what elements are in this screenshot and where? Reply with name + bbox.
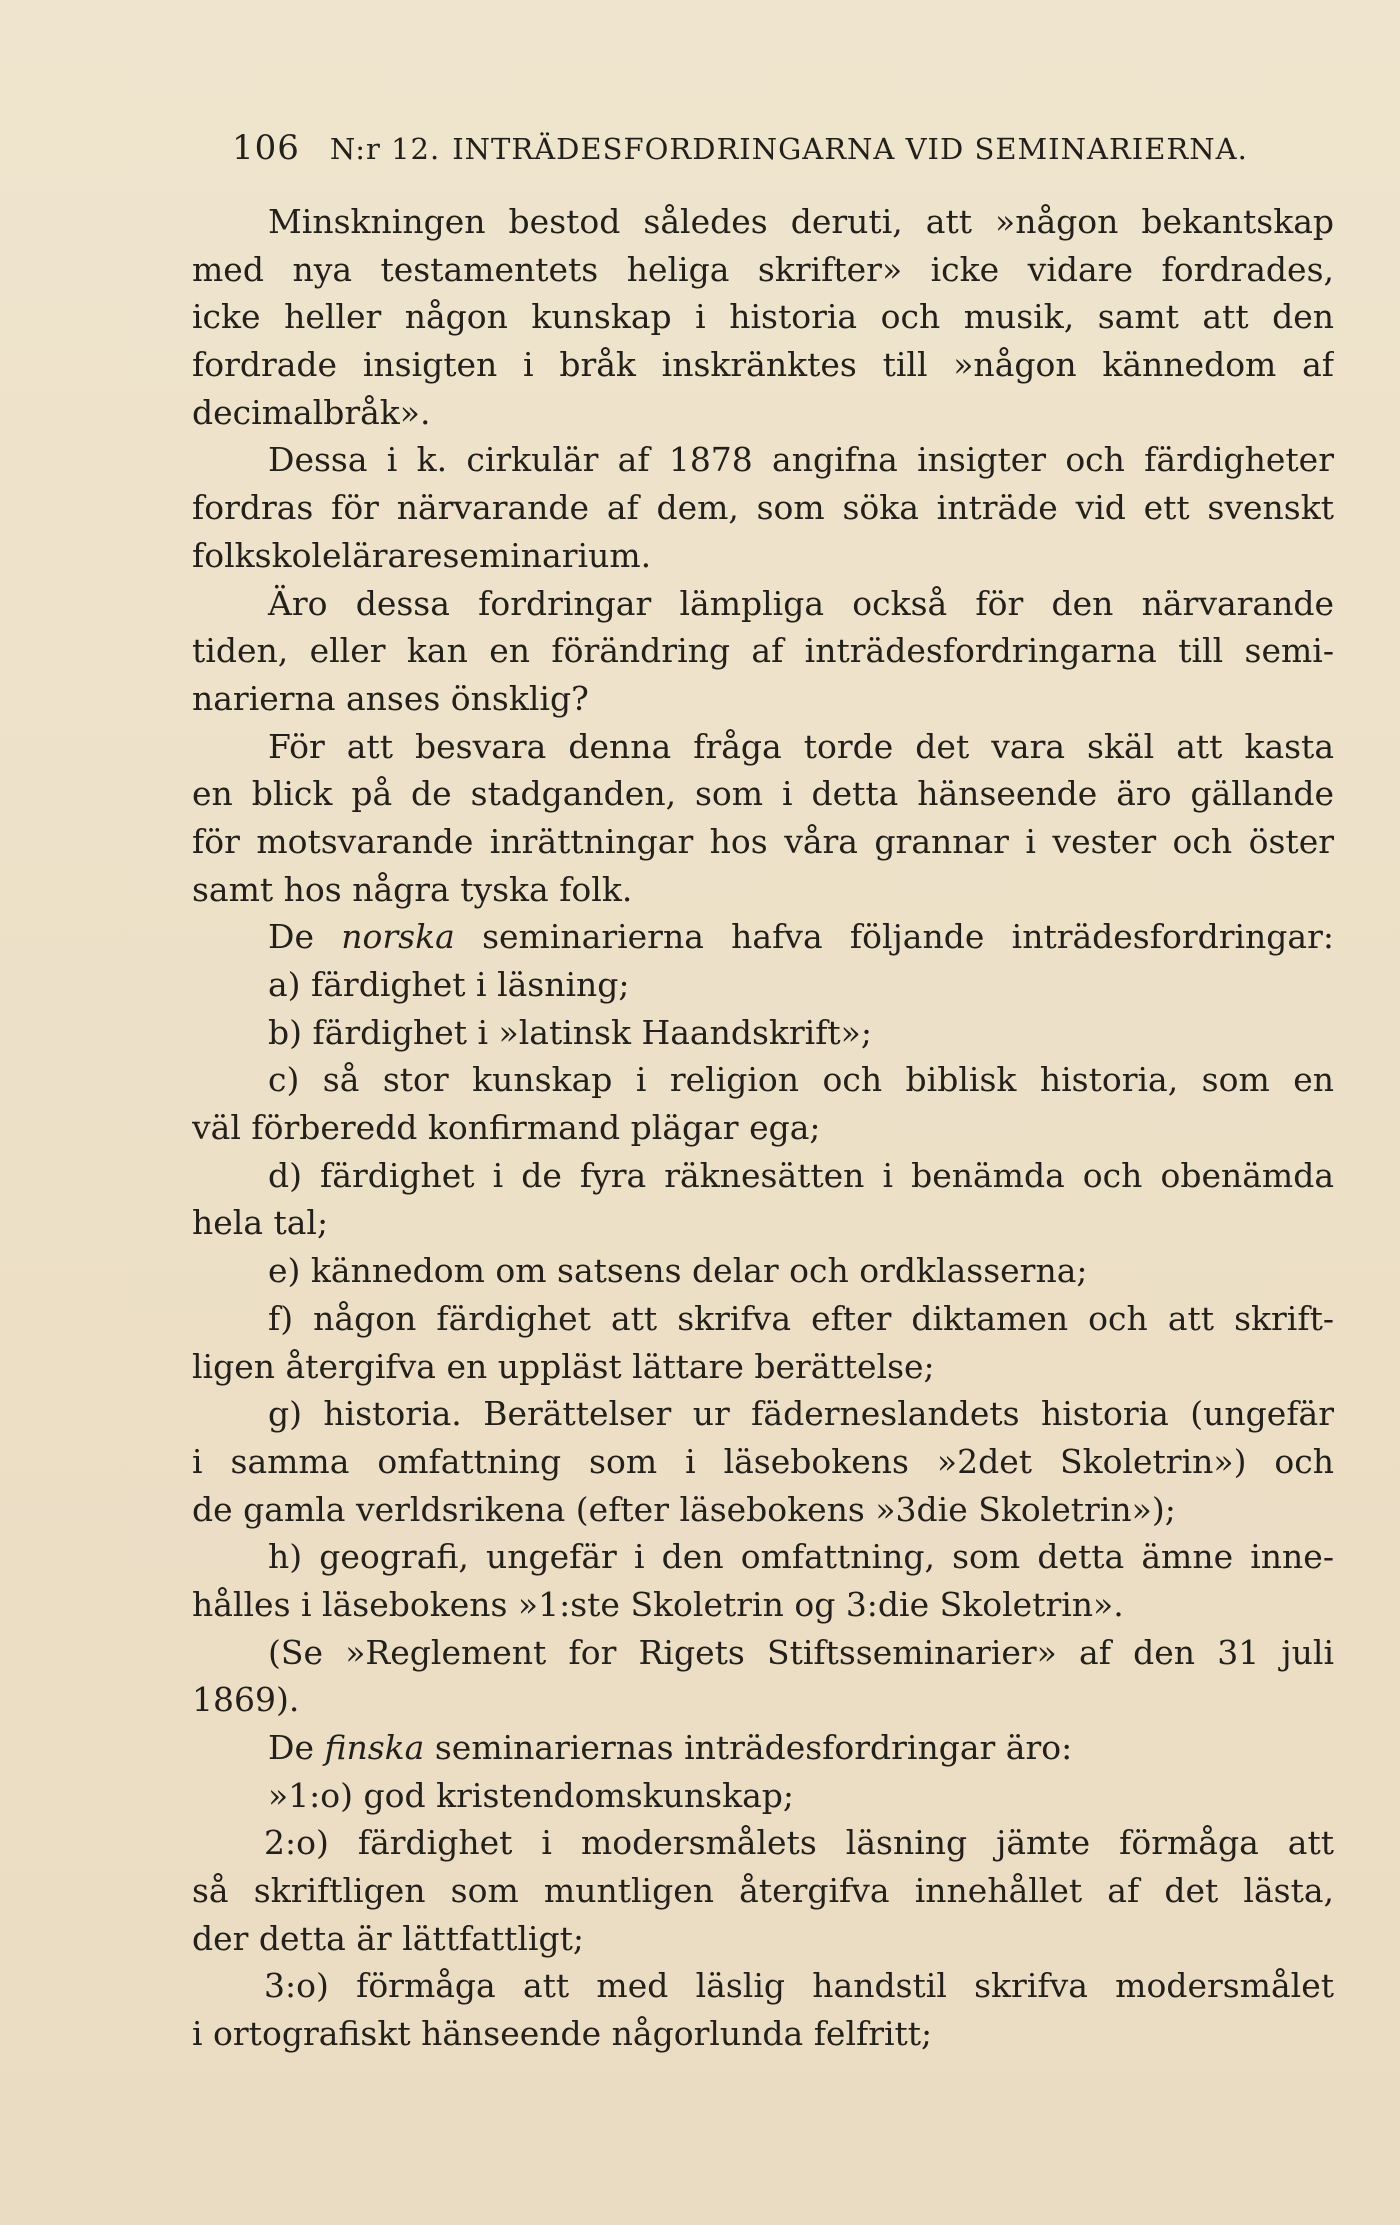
text-line: d) färdighet i de fyra räknesätten i benämda och obenämda — [268, 1155, 1334, 1195]
emphasis: finska — [324, 1728, 425, 1767]
text-line: e) kännedom om satsens delar och ordklasserna; — [268, 1251, 1088, 1291]
text-line: (Se »Reglement for Rigets Stiftsseminarier» af den 31 juli — [268, 1632, 1334, 1672]
text-line: en blick på de stadganden, som i detta hänseende äro gällande — [192, 774, 1334, 814]
page-number: 106 — [232, 128, 300, 168]
text-line: med nya testamentets heliga skrifter» icke vidare fordrades, — [192, 249, 1334, 289]
running-header — [232, 128, 1248, 168]
text-line: b) färdighet i »latinsk Haandskrift»; — [268, 1012, 872, 1052]
text-line: folkskolelärareseminarium. — [192, 535, 652, 575]
text-line: a) färdighet i läsning; — [268, 965, 630, 1004]
text-line: hålles i läsebokens »1:ste Skoletrin og 3:die Skoletrin». — [192, 1584, 1124, 1624]
text-line: 2:o) färdighet i modersmålets läsning jämte förmåga att — [264, 1823, 1334, 1863]
text-line: De finska seminariernas inträdesfordringar äro: — [268, 1728, 1073, 1767]
running-title: INTRÄDESFORDRINGARNA VID SEMINARIERNA. — [452, 132, 1248, 166]
text-line: väl förberedd konfirmand plägar ega; — [192, 1108, 821, 1148]
text-line: i ortografiskt hänseende någorlunda felfritt; — [192, 2014, 933, 2054]
text-line: samt hos några tyska folk. — [192, 869, 633, 909]
text-line: f) någon färdighet att skrifva efter diktamen och att skrift- — [268, 1298, 1334, 1338]
text-line: narierna anses önsklig? — [192, 678, 589, 718]
text-line: Minskningen bestod således deruti, att »någon bekantskap — [268, 202, 1334, 241]
text-line: der detta är lättfattligt; — [192, 1918, 584, 1958]
text-line: för motsvarande inrättningar hos våra grannar i vester och öster — [192, 821, 1334, 861]
text-line: hela tal; — [192, 1203, 329, 1243]
emphasis: norska — [341, 917, 455, 957]
text-line: Äro dessa fordringar lämpliga också för den närvarande — [268, 583, 1334, 623]
body-text — [192, 198, 1334, 2058]
series-number: N:r 12. — [329, 132, 441, 166]
text-line: tiden, eller kan en förändring af inträdesfordringarna till semi- — [192, 631, 1334, 671]
text-line: Dessa i k. cirkulär af 1878 angifna insigter och färdigheter — [268, 440, 1334, 480]
text-line: För att besvara denna fråga torde det vara skäl att kasta — [268, 726, 1334, 766]
text-line: i samma omfattning som i läsebokens »2det Skoletrin») och — [192, 1441, 1334, 1481]
text-line: 3:o) förmåga att med läslig handstil skrifva modersmålet — [264, 1966, 1334, 2006]
text-line: fordrade insigten i bråk inskränktes till »någon kännedom af — [192, 345, 1334, 385]
text-line: fordras för närvarande af dem, som söka inträde vid ett svenskt — [192, 488, 1334, 528]
text-line: De norska seminarierna hafva följande inträdesfordringar: — [268, 917, 1334, 957]
text-line: ligen återgifva en uppläst lättare berättelse; — [192, 1346, 935, 1386]
text-line: icke heller någon kunskap i historia och musik, samt att den — [192, 297, 1334, 337]
text-line: 1869). — [192, 1680, 300, 1720]
text-line: h) geografi, ungefär i den omfattning, som detta ämne inne- — [268, 1537, 1334, 1577]
text-line: c) så stor kunskap i religion och biblisk historia, som en — [268, 1060, 1334, 1100]
text-line: de gamla verldsrikena (efter läsebokens »3die Skoletrin»); — [192, 1489, 1176, 1529]
text-line: så skriftligen som muntligen återgifva innehållet af det lästa, — [192, 1871, 1334, 1911]
text-line: »1:o) god kristendomskunskap; — [268, 1775, 795, 1815]
text-line: decimalbråk». — [192, 392, 431, 432]
text-line: g) historia. Berättelser ur fäderneslandets historia (ungefär — [268, 1394, 1334, 1434]
